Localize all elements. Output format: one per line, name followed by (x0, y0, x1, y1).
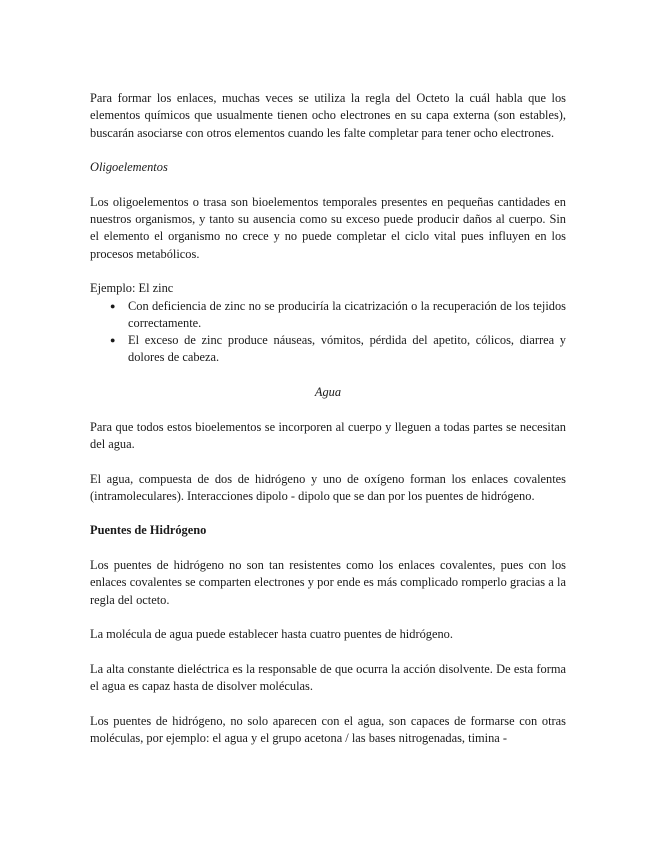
bullet-icon: ● (110, 300, 116, 311)
zinc-bullet-list (90, 298, 566, 367)
list-item (90, 332, 566, 367)
heading-oligoelementos: Oligoelementos (90, 160, 168, 175)
example-label: Ejemplo: El zinc (90, 281, 174, 296)
list-item-text: Con deficiencia de zinc no se produciría la cicatrización o la recuperación de los tejidos correctamente. (128, 298, 566, 330)
heading-agua: Agua (314, 385, 342, 400)
paragraph-cuatro-puentes: La molécula de agua puede establecer hasta cuatro puentes de hidrógeno. (90, 627, 453, 642)
paragraph-composicion-agua: El agua, compuesta de dos de hidrógeno y uno de oxígeno forman los enlaces covalentes (intramoleculares). Interacciones dipolo - dipolo que se dan por los puentes de hidrógeno. (90, 471, 566, 503)
bullet-icon: ● (110, 335, 116, 346)
heading-puentes-hidrogeno: Puentes de Hidrógeno (90, 523, 207, 538)
paragraph-constante-dielectrica: La alta constante dieléctrica es la responsable de que ocurra la acción disolvente. De esta forma el agua es capaz hasta de disolver moléculas. (90, 661, 566, 694)
list-item-text: El exceso de zinc produce náuseas, vómitos, pérdida del apetito, cólicos, diarrea y dolores de cabeza. (128, 333, 566, 365)
paragraph-puentes-resistencia: Los puentes de hidrógeno no son tan resistentes como los enlaces covalentes, pues con los enlaces covalentes se comparten electrones y por ende es más complicado romperlo gracias a la regla del octeto. (90, 558, 566, 607)
paragraph-otras-moleculas: Los puentes de hidrógeno, no solo aparecen con el agua, son capaces de formarse con otras moléculas, por ejemplo: el agua y el grupo acetona / las bases nitrogenadas, timina - (90, 713, 566, 745)
document-body (90, 90, 566, 747)
paragraph-bioelementos-agua: Para que todos estos bioelementos se incorporen al cuerpo y lleguen a todas partes se necesitan del agua. (90, 419, 566, 451)
paragraph-oligoelementos: Los oligoelementos o trasa son bioelementos temporales presentes en pequeñas cantidades en nuestros organismos, y tanto su ausencia como su exceso puede producir daños al cuerpo. Sin el elemento el organismo no crece y no puede completar el ciclo vital pues influyen en los procesos metabólicos. (90, 194, 566, 261)
list-item (90, 298, 566, 333)
paragraph-regla-octeto: Para formar los enlaces, muchas veces se utiliza la regla del Octeto la cuál habla que los elementos químicos que usualmente tienen ocho electrones en su capa externa (son estables), buscarán asociarse con otros elementos cuando les falte completar para tener ocho electrones. (90, 91, 566, 140)
